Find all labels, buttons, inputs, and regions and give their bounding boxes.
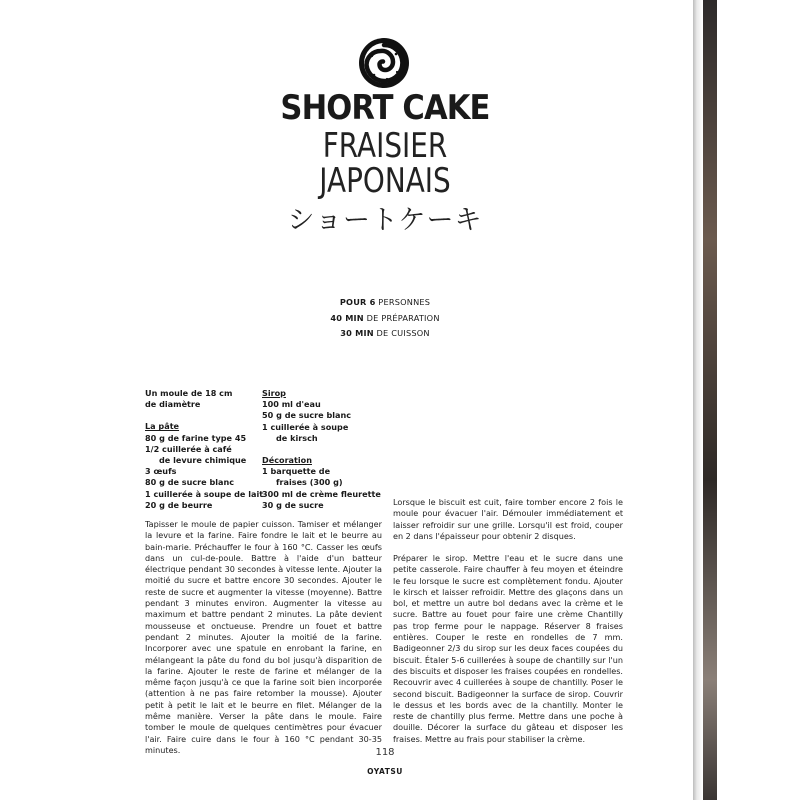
recipe-title: SHORT CAKE	[280, 88, 490, 128]
prep-time-info	[250, 313, 520, 323]
ingredient-line: Un moule de 18 cm	[145, 388, 233, 398]
cook-time-info	[250, 328, 520, 338]
ingredient-line: de levure chimique	[159, 455, 247, 466]
page-gutter-shadow	[693, 0, 703, 800]
servings-info	[250, 297, 520, 307]
ingredient-line: 50 g de sucre blanc	[262, 410, 352, 421]
ingredient-line: 1 cuillerée à soupe	[262, 421, 349, 432]
recipe-title-japanese: ショートケーキ	[287, 205, 483, 236]
ingredient-line: 30 g de sucre	[262, 499, 324, 510]
ingredient-line: 3 œufs	[145, 466, 177, 477]
servings-value: POUR 6	[339, 297, 376, 307]
ingredient-line: 1/2 cuillerée à café	[145, 443, 232, 454]
recipe-subtitle-line-1: FRAISIER	[322, 126, 448, 166]
ingredient-line: de diamètre	[145, 399, 201, 410]
ingredient-line: fraises (300 g)	[276, 477, 343, 488]
servings-label: PERSONNES	[375, 297, 431, 307]
ingredient-line: 1 cuillerée à soupe de lait	[145, 488, 264, 499]
ingredient-line: 80 g de sucre blanc	[145, 477, 235, 488]
prep-time-label: DE PRÉPARATION	[363, 313, 440, 323]
cook-time-label: DE CUISSON	[373, 328, 430, 338]
ingredient-line: de kirsch	[276, 432, 318, 443]
ingredient-section-heading: La pâte	[145, 421, 180, 432]
page-number: 118	[375, 747, 395, 758]
instructions-paragraph-2: Lorsque le biscuit est cuit, faire tomber encore 2 fois le moule pour évacuer l'air. Démouler immédiatement et laisser refroidir sur une grille. Lorsqu'il est froid, couper en 2 dans l'épaisseur pour obtenir 2 disques.	[393, 497, 623, 541]
ingredients-column-1	[145, 388, 263, 511]
next-page-edge	[703, 0, 717, 800]
ingredients-column-2	[262, 388, 381, 511]
instructions-paragraph-1: Tapisser le moule de papier cuisson. Tamiser et mélanger la levure et la farine. Faire fondre le lait et le beurre au bain-marie. Préchauffer le four à 160 °C. Casser les œufs dans un cul-de-poule. Battre à l'aide d'un batteur électrique pendant 30 secondes à vitesse lente. Ajouter la moitié du sucre et battre encore 30 secondes. Ajouter le reste de sucre et augmenter la vitesse (moyenne). Battre pendant 3 minutes environ. Augmenter la vitesse au maximum et battre pendant 2 minutes. La pâte devient mousseuse et onctueuse. Prendre un fouet et battre pendant 2 minutes. Ajouter la moitié de la farine. Incorporer avec une spatule en enrobant la farine, en mélangeant la pâte du fond du bol jusqu'à disparition de la farine. Ajouter le reste de farine et mélanger de la même façon jusqu'à ce que la farine soit bien incorporée (attention à ne pas faire retomber la mousse). Ajouter petit à petit le lait et le beurre en filet. Mélanger de la même manière. Verser la pâte dans le moule. Faire tomber le moule de quelques centimètres pour évacuer l'air. Faire cuire dans le four à 160 °C pendant 30-35 minutes.	[145, 519, 382, 755]
ingredient-line: 300 ml de crème fleurette	[262, 488, 381, 499]
section-footer: OYATSU	[367, 767, 403, 776]
cook-time-value: 30 MIN	[340, 328, 374, 338]
ingredient-line: 80 g de farine type 45	[145, 432, 247, 443]
ingredient-section-heading: Sirop	[262, 388, 286, 398]
recipe-subtitle-line-2: JAPONAIS	[319, 161, 451, 201]
prep-time-value: 40 MIN	[330, 313, 364, 323]
ingredient-line: 1 barquette de	[262, 466, 331, 477]
swiss-roll-icon	[356, 35, 412, 91]
ingredient-line: 100 ml d'eau	[262, 399, 321, 410]
ingredient-section-heading: Décoration	[262, 455, 312, 466]
instructions-paragraph-3: Préparer le sirop. Mettre l'eau et le sucre dans une petite casserole. Faire chauffer à feu moyen et éteindre le feu lorsque le sucre est complètement fondu. Ajouter le kirsch et laisser refroidir. Mettre des glaçons dans un bol, et mettre un autre bol dedans avec la crème et le sucre. Battre au fouet pour faire une crème Chantilly pas trop ferme pour le nappage. Réserver 8 fraises entières. Couper le reste en rondelles de 7 mm. Badigeonner 2/3 du sirop sur les deux faces coupées du biscuit. Étaler 5-6 cuillerées à soupe de chantilly sur l'un des biscuits et disposer les fraises coupées en rondelles. Recouvrir avec 4 cuillerées à soupe de chantilly. Poser le second biscuit. Badigeonner la surface de sirop. Couvrir le dessus et les bords avec de la chantilly. Monter le reste de chantilly plus ferme. Mettre dans une poche à douille. Décorer la surface du gâteau et disposer les fraises. Mettre au frais pour stabiliser la crème.	[393, 553, 623, 744]
ingredient-line: 20 g de beurre	[145, 499, 213, 510]
